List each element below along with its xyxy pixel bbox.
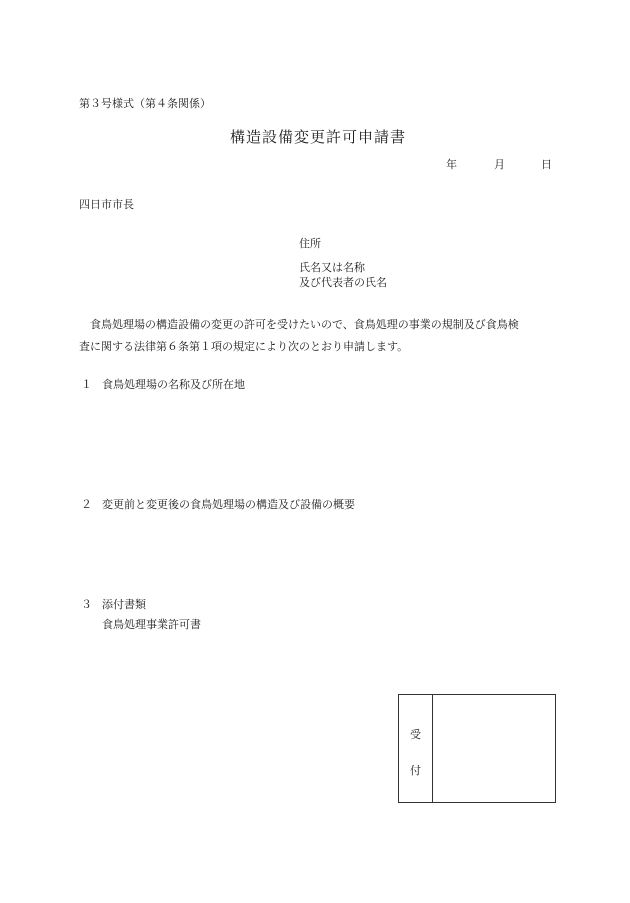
- form-number: 第３号様式（第４条関係）: [79, 97, 211, 110]
- item-3-number: ３: [81, 598, 92, 611]
- receipt-divider: [432, 695, 433, 802]
- date-year-label: 年: [446, 158, 457, 171]
- body-text-line-2: 査に関する法律第６条第１項の規定により次のとおり申請します。: [79, 340, 409, 353]
- item-2-number: ２: [81, 498, 92, 511]
- attachment-item: 食鳥処理事業許可書: [102, 618, 201, 631]
- address-label: 住所: [299, 237, 321, 250]
- page-title: 構造設備変更許可申請書: [230, 128, 407, 146]
- item-1-number: １: [81, 378, 92, 391]
- item-3-label: 添付書類: [102, 598, 146, 611]
- body-text-line-1: 食鳥処理場の構造設備の変更の許可を受けたいので、食鳥処理の事業の規制及び食鳥検: [90, 318, 519, 331]
- date-month-label: 月: [494, 158, 505, 171]
- item-1-label: 食鳥処理場の名称及び所在地: [102, 378, 245, 391]
- receipt-char-1: 受: [410, 728, 421, 741]
- receipt-char-2: 付: [410, 764, 421, 777]
- date-day-label: 日: [541, 158, 552, 171]
- name-label: 氏名又は名称: [299, 261, 365, 274]
- item-2-label: 変更前と変更後の食鳥処理場の構造及び設備の概要: [102, 498, 355, 511]
- addressee: 四日市市長: [79, 198, 134, 211]
- representative-label: 及び代表者の氏名: [299, 276, 387, 289]
- receipt-box: [398, 694, 556, 803]
